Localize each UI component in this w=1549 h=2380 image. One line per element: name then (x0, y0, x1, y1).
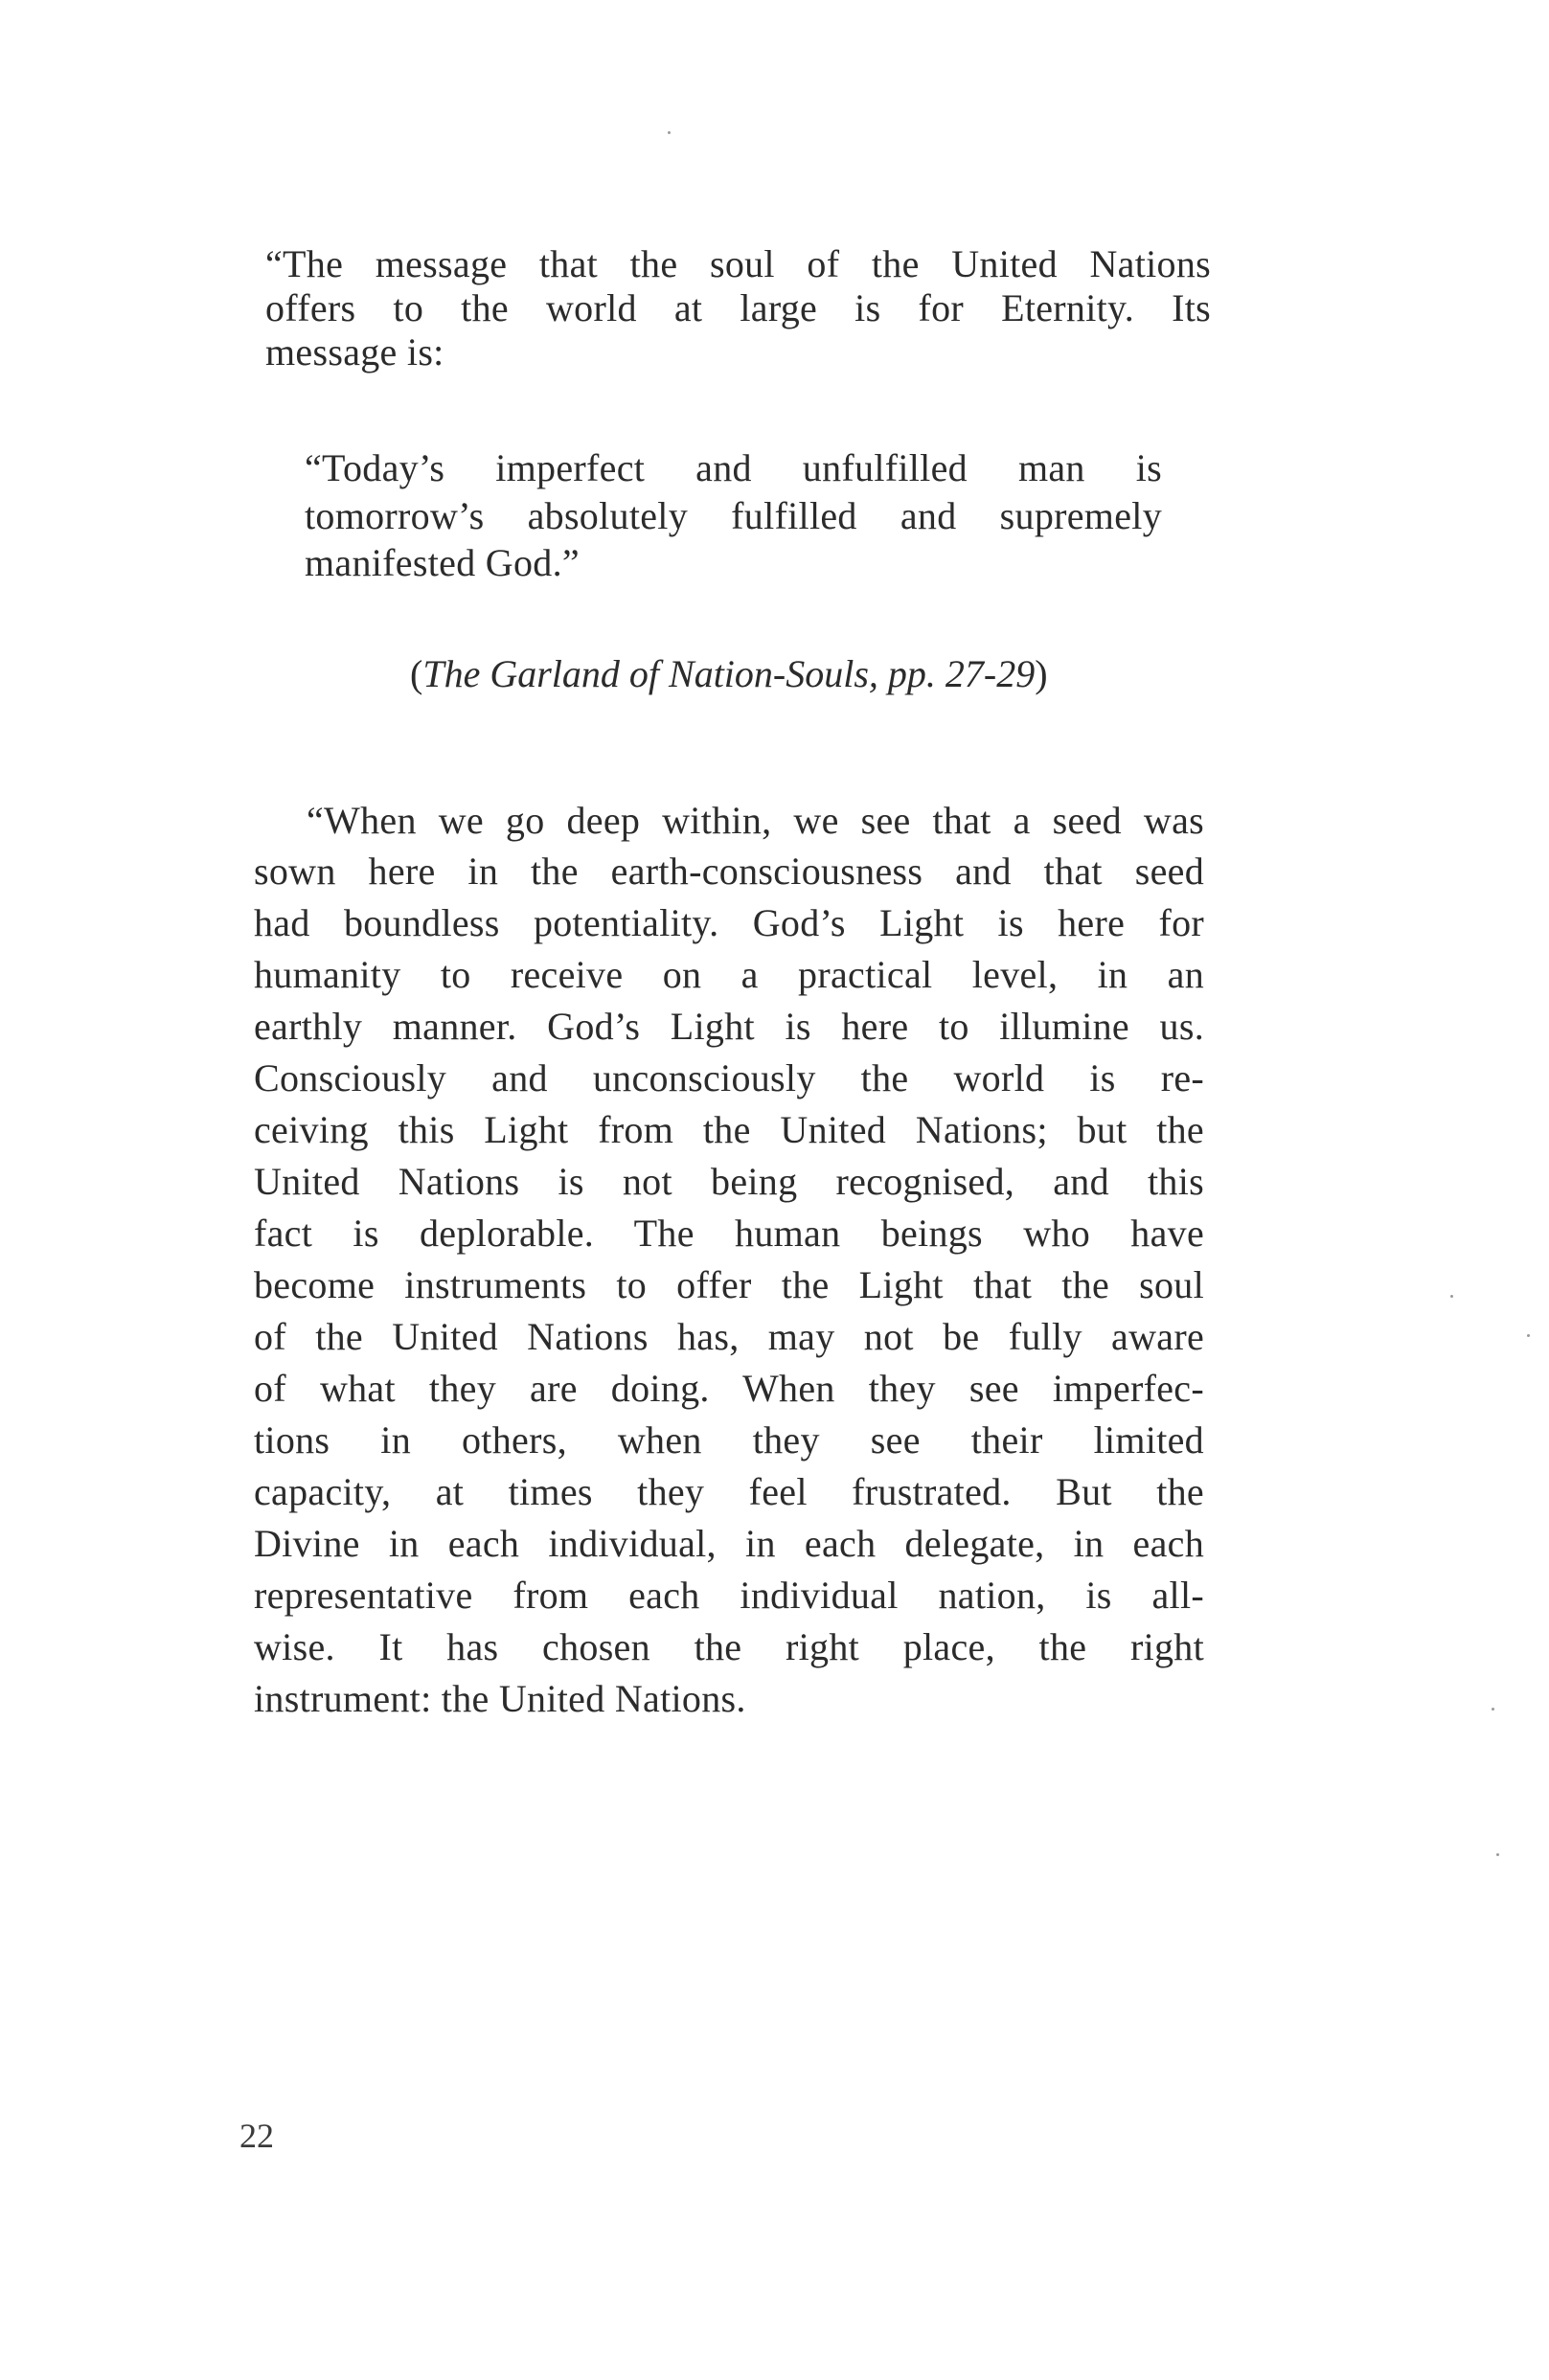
paragraph-line: of what they are doing. When they see imperfec- (254, 1367, 1204, 1410)
paragraph-line: “When we go deep within, we see that a seed was (307, 799, 1204, 842)
paragraph-line: sown here in the earth-consciousness and that seed (254, 850, 1204, 893)
paragraph-line: Consciously and unconsciously the world is re- (254, 1056, 1204, 1099)
scan-speck (1492, 1708, 1494, 1711)
scan-speck (668, 131, 671, 134)
paragraph-line: fact is deplorable. The human beings who have (254, 1212, 1204, 1255)
citation-title: The Garland of Nation-Souls, (422, 652, 878, 695)
paragraph-line: representative from each individual nation, is all- (254, 1574, 1204, 1617)
paragraph-line: Divine in each individual, in each delegate, in each (254, 1522, 1204, 1565)
paragraph-line: offers to the world at large is for Eternity. Its (265, 286, 1211, 329)
paragraph-line: message is: (265, 330, 444, 374)
paragraph-line: instrument: the United Nations. (254, 1677, 746, 1720)
paragraph-line: ceiving this Light from the United Nations; but the (254, 1108, 1204, 1151)
paragraph-line: wise. It has chosen the right place, the right (254, 1625, 1204, 1668)
paragraph-line: of the United Nations has, may not be fully aware (254, 1315, 1204, 1358)
page-number: 22 (239, 2117, 274, 2155)
scan-speck (1496, 1853, 1499, 1856)
citation-open-paren: ( (410, 652, 423, 695)
quote-line: manifested God.” (305, 541, 580, 584)
scan-speck (1450, 1295, 1453, 1298)
paragraph-line: become instruments to offer the Light that the soul (254, 1263, 1204, 1306)
scan-speck (1527, 1334, 1530, 1337)
citation-pages: pp. 27-29 (877, 652, 1036, 695)
paragraph-line: United Nations is not being recognised, and this (254, 1160, 1204, 1203)
quote-line: tomorrow’s absolutely fulfilled and supremely (305, 494, 1162, 537)
paragraph-line: humanity to receive on a practical level, in an (254, 953, 1204, 996)
paragraph-line: “The message that the soul of the United Nations (265, 242, 1211, 285)
paragraph-line: capacity, at times they feel frustrated. But the (254, 1470, 1204, 1513)
quote-line: “Today’s imperfect and unfulfilled man is (305, 446, 1162, 489)
paragraph-line: tions in others, when they see their limited (254, 1418, 1204, 1462)
paragraph-line: earthly manner. God’s Light is here to illumine us. (254, 1005, 1204, 1048)
citation (410, 651, 1048, 697)
citation-close-paren: ) (1035, 652, 1048, 695)
paragraph-line: had boundless potentiality. God’s Light is here for (254, 901, 1204, 944)
